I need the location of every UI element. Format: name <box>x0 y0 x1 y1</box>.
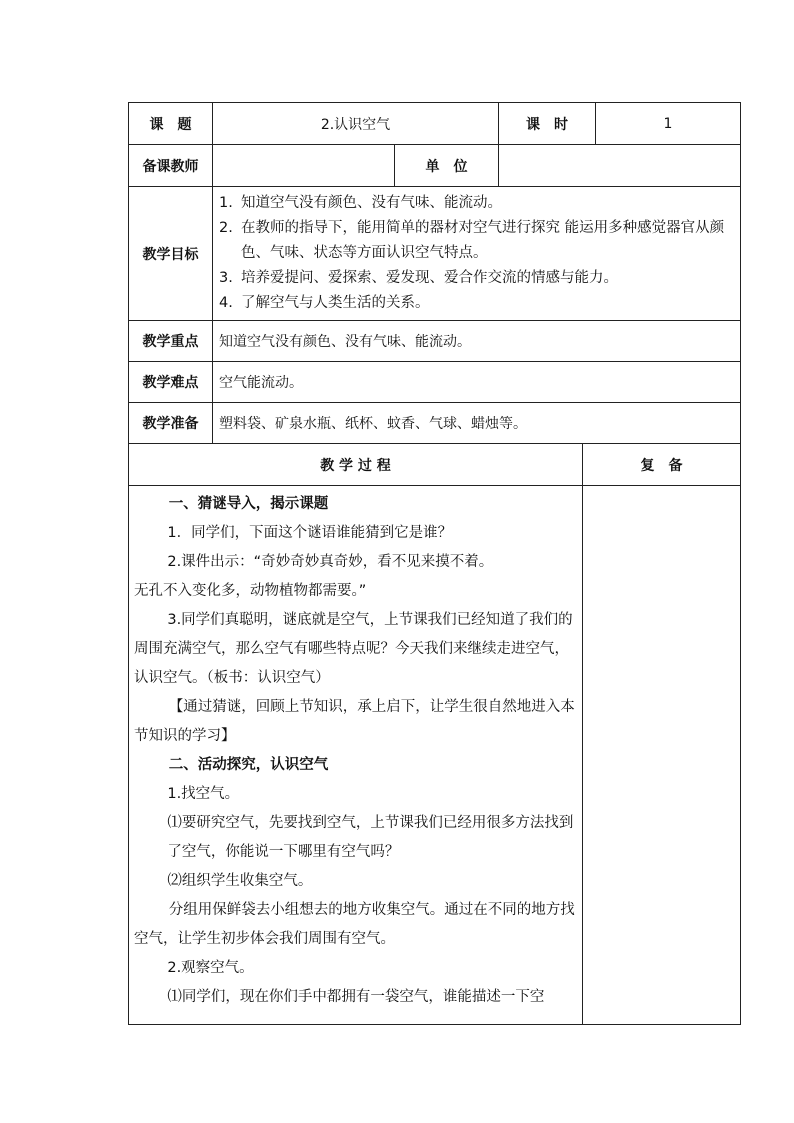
period-label: 课 时 <box>499 103 596 145</box>
lesson-plan-table <box>128 102 741 1025</box>
topic-label: 课 题 <box>129 103 213 145</box>
goals-list <box>213 187 741 321</box>
paragraph: 1．同学们，下面这个谜语谁能猜到它是谁？ <box>167 525 453 541</box>
row-topic <box>129 103 741 145</box>
unit-value <box>499 145 741 187</box>
key-points-value: 知道空气没有颜色、没有气味、能流动。 <box>213 321 741 362</box>
review-content <box>583 486 741 1025</box>
goal-text: 在教师的指导下，能用简单的器材对空气进行探究 能运用多种感觉器官从颜色、气味、状态等方面认识空气特点。 <box>241 220 725 261</box>
section-heading: 二、活动探究，认识空气 <box>168 757 329 773</box>
paragraph: 2.课件出示：“奇妙奇妙真奇妙，看不见来摸不着。 <box>167 554 494 570</box>
goals-label: 教学目标 <box>129 187 213 321</box>
row-goals <box>129 187 741 321</box>
paragraph: 3.同学们真聪明，谜底就是空气，上节课我们已经知道了我们的周围充满空气，那么空气有哪些特点呢？今天我们来继续走进空气，认识空气。（板书：认识空气） <box>134 612 573 686</box>
teacher-value <box>213 145 395 187</box>
period-value: 1 <box>596 103 741 145</box>
key-points-label: 教学重点 <box>129 321 213 362</box>
teacher-label: 备课教师 <box>129 145 213 187</box>
paragraph-note: 【通过猜谜，回顾上节知识，承上启下，让学生很自然地进入本节知识的学习】 <box>134 699 575 744</box>
goal-item <box>219 291 734 316</box>
paragraph: ⑴同学们，现在你们手中都拥有一袋空气，谁能描述一下空 <box>167 989 545 1005</box>
goal-item <box>219 191 734 216</box>
unit-label: 单 位 <box>395 145 499 187</box>
paragraph: ⑴要研究空气，先要找到空气，上节课我们已经用很多方法找到了空气，你能说一下哪里有空气吗？ <box>167 815 574 860</box>
goal-text: 培养爱提问、爱探索、爱发现、爱合作交流的情感与能力。 <box>241 270 618 286</box>
row-process-body <box>129 486 741 1025</box>
goal-text: 了解空气与人类生活的关系。 <box>241 295 430 311</box>
row-teacher <box>129 145 741 187</box>
lesson-plan-page <box>128 102 740 1025</box>
paragraph: 分组用保鲜袋去小组想去的地方收集空气。通过在不同的地方找空气，让学生初步体会我们周围有空气。 <box>134 902 575 947</box>
row-difficulties <box>129 362 741 403</box>
review-header: 复 备 <box>583 444 741 486</box>
preparation-value: 塑料袋、矿泉水瓶、纸杯、蚊香、气球、蜡烛等。 <box>213 403 741 444</box>
paragraph: ⑵组织学生收集空气。 <box>167 873 313 889</box>
preparation-label: 教学准备 <box>129 403 213 444</box>
paragraph: 1.找空气。 <box>167 786 240 802</box>
row-key-points <box>129 321 741 362</box>
goal-text: 知道空气没有颜色、没有气味、能流动。 <box>241 195 502 211</box>
row-process-header <box>129 444 741 486</box>
goal-number: 3. <box>219 270 233 286</box>
process-header: 教 学 过 程 <box>129 444 583 486</box>
goal-item <box>219 266 734 291</box>
goal-item <box>219 216 734 266</box>
topic-value: 2.认识空气 <box>213 103 499 145</box>
section-heading: 一、猜谜导入，揭示课题 <box>168 496 329 512</box>
paragraph: 无孔不入变化多，动物植物都需要。” <box>134 583 367 599</box>
goal-number: 4. <box>219 295 233 311</box>
goal-number: 2. <box>219 220 233 236</box>
paragraph: 2.观察空气。 <box>167 960 254 976</box>
difficulties-label: 教学难点 <box>129 362 213 403</box>
difficulties-value: 空气能流动。 <box>213 362 741 403</box>
process-content <box>129 486 583 1025</box>
goal-number: 1. <box>219 195 233 211</box>
row-preparation <box>129 403 741 444</box>
